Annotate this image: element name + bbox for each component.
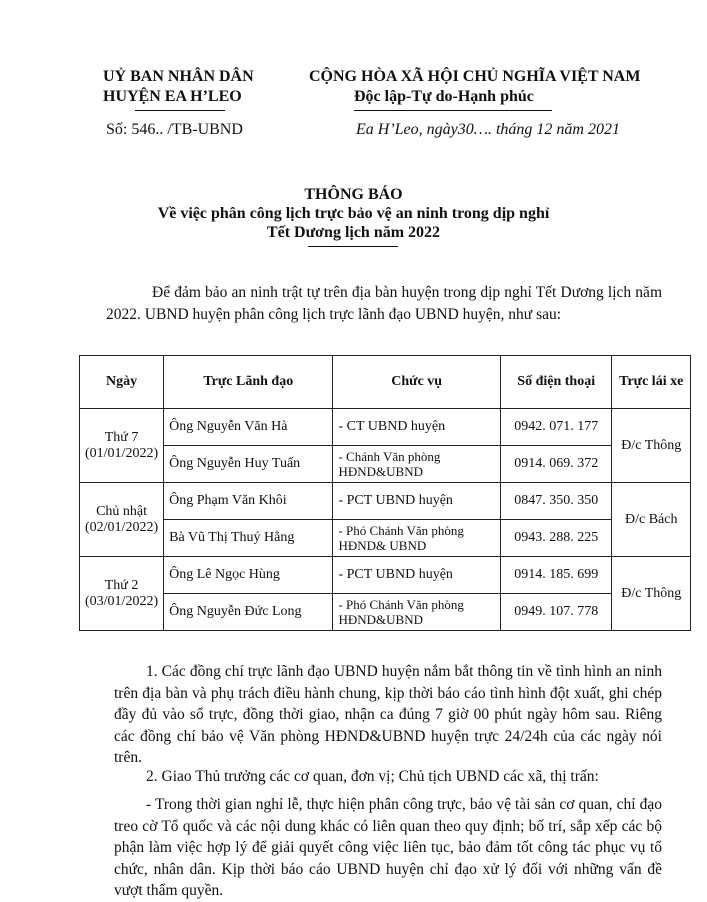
leader-phone: 0949. 107. 778 xyxy=(500,594,612,631)
leader-phone: 0942. 071. 177 xyxy=(500,409,612,446)
table-header-row xyxy=(80,356,691,409)
leader-name: Ông Lê Ngọc Hùng xyxy=(164,557,333,594)
day-cell xyxy=(80,409,164,483)
place-date: Ea H’Leo, ngày30…. tháng 12 năm 2021 xyxy=(356,121,620,138)
title-underline xyxy=(308,246,398,247)
leader-name: Bà Vũ Thị Thuý Hằng xyxy=(164,520,333,557)
day-label: Thứ 2 xyxy=(104,577,139,593)
leader-phone: 0943. 288. 225 xyxy=(500,520,612,557)
leader-position: - PCT UBND huyện xyxy=(333,557,500,594)
paragraph-3: - Trong thời gian nghỉ lễ, thực hiện phân công trực, bảo vệ tài sản cơ quan, chỉ đạo treo cờ Tổ quốc và các nội dung khác có liên quan theo quy định; bố trí, sắp xếp các bộ phận làm việc hợp lý để giải quyết công việc liên tục, bảo đảm tốt công tác phục vụ tổ chức, nhân dân. Kịp thời báo cáo UBND huyện chỉ đạo xử lý đối với những vấn đề vượt thẩm quyền. xyxy=(114,796,662,899)
table-row xyxy=(80,557,691,594)
driver-cell: Đ/c Bách xyxy=(612,483,691,557)
driver-cell: Đ/c Thông xyxy=(612,409,691,483)
header-phone: Số điện thoại xyxy=(500,356,612,409)
table-row xyxy=(80,483,691,520)
table-row xyxy=(80,594,691,631)
leader-position: - Chánh Văn phòng HĐND&UBND xyxy=(333,446,500,483)
document-title: THÔNG BÁO xyxy=(304,186,403,203)
document-subtitle-2: Tết Dương lịch năm 2022 xyxy=(266,224,441,241)
table-row xyxy=(80,520,691,557)
header-driver: Trực lái xe xyxy=(612,356,691,409)
agency-name: UỶ BAN NHÂN DÂN xyxy=(103,68,254,85)
day-label: Chủ nhật xyxy=(96,503,148,519)
day-date: (01/01/2022) xyxy=(85,445,159,461)
document-number: Số: 546.. /TB-UBND xyxy=(106,121,243,138)
duty-schedule-table xyxy=(79,355,691,631)
leader-position: - PCT UBND huyện xyxy=(333,483,500,520)
motto-underline xyxy=(354,110,552,111)
document-subtitle-1: Về việc phân công lịch trực bảo vệ an ninh trong dịp nghỉ xyxy=(157,205,550,222)
paragraph-2: 2. Giao Thủ trưởng các cơ quan, đơn vị; Chủ tịch UBND các xã, thị trấn: xyxy=(146,768,599,785)
leader-position: - CT UBND huyện xyxy=(333,409,500,446)
day-date: (02/01/2022) xyxy=(85,519,159,535)
driver-cell: Đ/c Thông xyxy=(612,557,691,631)
motto: Độc lập-Tự do-Hạnh phúc xyxy=(354,88,534,105)
day-date: (03/01/2022) xyxy=(85,593,159,609)
header-position: Chức vụ xyxy=(333,356,500,409)
day-cell xyxy=(80,483,164,557)
leader-phone: 0914. 069. 372 xyxy=(500,446,612,483)
nation-name: CỘNG HÒA XÃ HỘI CHỦ NGHĨA VIỆT NAM xyxy=(309,68,641,85)
table-row xyxy=(80,409,691,446)
day-cell xyxy=(80,557,164,631)
leader-phone: 0847. 350. 350 xyxy=(500,483,612,520)
leader-name: Ông Nguyễn Huy Tuấn xyxy=(164,446,333,483)
leader-position: - Phó Chánh Văn phòng HĐND&UBND xyxy=(333,594,500,631)
header-leader: Trực Lãnh đạo xyxy=(164,356,333,409)
table-row xyxy=(80,446,691,483)
leader-position: - Phó Chánh Văn phòng HĐND& UBND xyxy=(333,520,500,557)
leader-name: Ông Nguyễn Văn Hà xyxy=(164,409,333,446)
district-name: HUYỆN EA H’LEO xyxy=(103,88,242,105)
leader-name: Ông Phạm Văn Khôi xyxy=(164,483,333,520)
intro-paragraph: Để đảm bảo an ninh trật tự trên địa bàn huyện trong dịp nghỉ Tết Dương lịch năm 2022. UBND huyện phân công lịch trực lãnh đạo UBND huyện, như sau: xyxy=(106,284,662,323)
paragraph-1: 1. Các đồng chí trực lãnh đạo UBND huyện nắm bắt thông tin về tình hình an ninh trên địa bàn và phụ trách điều hành chung, kịp thời báo cáo tình hình đột xuất, ghi chép đầy đủ vào sổ trực, đồng thời giao, nhận ca đúng 7 giờ 00 phút ngày hôm sau. Riêng các đồng chí bảo vệ Văn phòng HĐND&UBND huyện trực 24/24h của các ngày nói trên. xyxy=(114,663,662,766)
header-date: Ngày xyxy=(80,356,164,409)
day-label: Thứ 7 xyxy=(104,429,139,445)
agency-underline xyxy=(135,110,225,111)
leader-phone: 0914. 185. 699 xyxy=(500,557,612,594)
leader-name: Ông Nguyễn Đức Long xyxy=(164,594,333,631)
